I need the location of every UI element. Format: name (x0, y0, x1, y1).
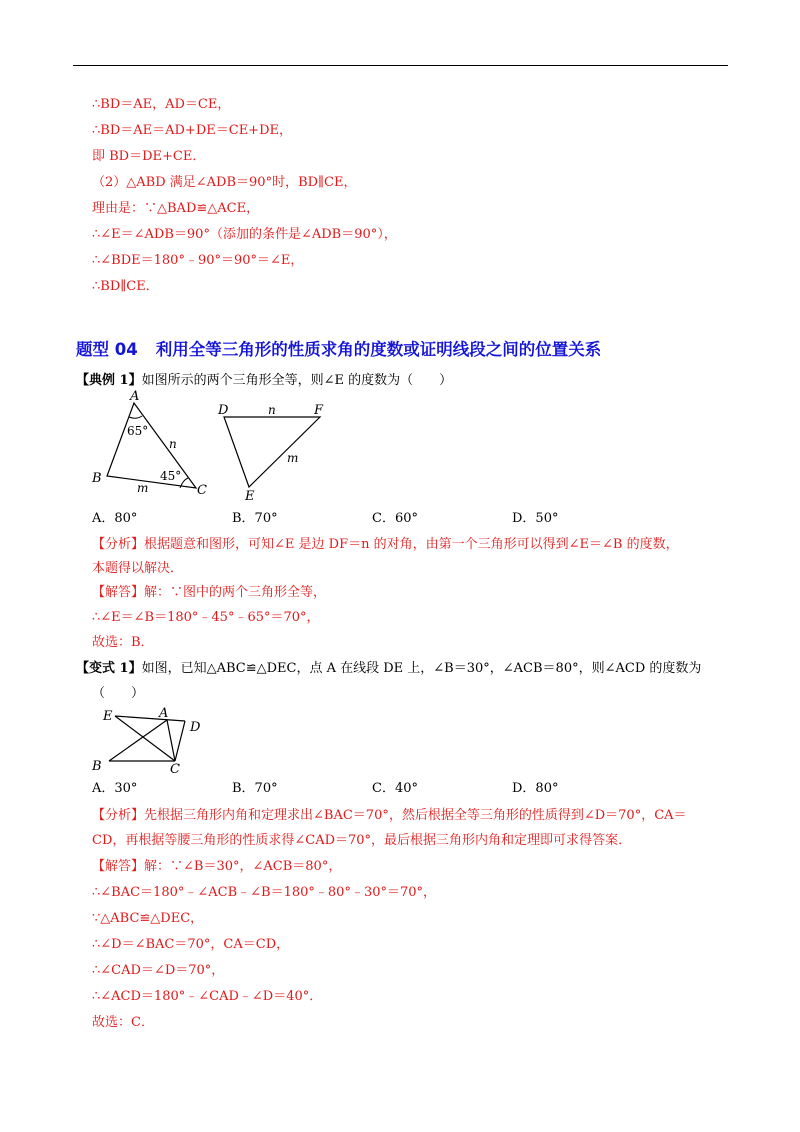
angle-c-label: 45° (160, 469, 182, 483)
section-title: 利用全等三角形的性质求角的度数或证明线段之间的位置关系 (155, 340, 602, 359)
example1-option-a[interactable]: A．80° (92, 511, 138, 526)
prev-solution-line-7: ∴∠BDE＝180°﹣90°＝90°＝∠E， (92, 253, 304, 268)
variant1-analysis (92, 807, 687, 825)
example1-analysis-text: 根据题意和图形，可知∠E 是边 DF＝n 的对角，由第一个三角形可以得到∠E＝∠B 的度数， (144, 537, 679, 552)
v-label-a: A (159, 706, 169, 721)
variant1-answer-3: ∵△ABC≌△DEC， (92, 911, 204, 926)
angle-a-arc (129, 416, 142, 418)
variant1-option-b[interactable]: B．70° (232, 781, 278, 796)
header-rule (73, 65, 728, 66)
variant1-figure (86, 706, 216, 776)
section-label: 题型 04 (76, 340, 138, 359)
variant1-question-text: 如图，已知△ABC≌△DEC，点 A 在线段 DE 上，∠B＝30°，∠ACB＝80°，则∠ACD 的度数为 (141, 661, 702, 676)
prev-solution-line-3: 即 BD＝DE+CE． (92, 149, 206, 164)
example1-answer-tag: 【解答】 (92, 585, 145, 600)
prev-solution-line-6: ∴∠E＝∠ADB＝90°（添加的条件是∠ADB＝90°）， (92, 227, 397, 242)
side-n-label-2: n (268, 403, 276, 417)
label-c: C (197, 483, 207, 498)
label-d: D (218, 403, 229, 418)
variant1-answer-7: 故选：C． (92, 1015, 154, 1030)
side-m-label-2: m (287, 451, 299, 465)
prev-solution-line-1: ∴BD＝AE，AD＝CE， (92, 97, 231, 112)
example1-answer-text: 解：∵图中的两个三角形全等， (144, 585, 327, 600)
segment-ab (109, 720, 167, 761)
segment-ed (115, 716, 185, 721)
variant1-analysis-text: 先根据三角形内角和定理求出∠BAC＝70°，然后根据全等三角形的性质得到∠D＝70°，CA＝ (144, 808, 687, 823)
variant1-option-d[interactable]: D．80° (512, 781, 559, 796)
example1-analysis (92, 536, 679, 554)
example1-option-b[interactable]: B．70° (232, 511, 278, 526)
variant1-question-cont: （ ） (92, 686, 145, 701)
v-label-d: D (190, 720, 201, 735)
v-label-b: B (92, 759, 102, 774)
angle-a-label: 65° (127, 424, 149, 438)
variant1-tag: 【变式 1】 (76, 661, 142, 676)
segment-ac (167, 720, 175, 761)
side-n-label-1: n (169, 437, 177, 451)
prev-solution-line-2: ∴BD＝AE＝AD+DE＝CE+DE， (92, 123, 292, 138)
example1-answer-2: ∴∠E＝∠B＝180°﹣45°﹣65°＝70°， (92, 610, 320, 625)
segment-dc (175, 721, 185, 761)
side-m-label-1: m (137, 481, 149, 495)
example1-answer-3: 故选：B． (92, 635, 154, 650)
example1-option-c[interactable]: C．60° (372, 511, 418, 526)
variant1-option-c[interactable]: C．40° (372, 781, 418, 796)
label-b: B (92, 471, 102, 486)
variant1-question (76, 660, 701, 678)
example1-question-text: 如图所示的两个三角形全等，则∠E 的度数为（ ） (141, 373, 453, 388)
prev-solution-line-5: 理由是：∵△BAD≌△ACE， (92, 201, 260, 216)
variant1-answer-text: 解：∵∠B＝30°，∠ACB＝80°， (144, 859, 342, 874)
prev-solution-line-8: ∴BD∥CE． (92, 279, 159, 294)
example1-answer (92, 584, 326, 602)
variant1-answer-4: ∴∠D＝∠BAC＝70°，CA＝CD， (92, 937, 290, 952)
variant1-answer-tag: 【解答】 (92, 859, 145, 874)
triangle-dfe (224, 417, 320, 487)
triangle-abc (107, 403, 196, 488)
label-e: E (245, 489, 255, 504)
label-f: F (314, 403, 324, 418)
v-label-c: C (170, 762, 180, 776)
variant1-answer-2: ∴∠BAC＝180°﹣∠ACB﹣∠B＝180°﹣80°﹣30°＝70°， (92, 885, 437, 900)
example1-question (76, 372, 452, 390)
example1-tag: 【典例 1】 (76, 373, 142, 388)
example1-analysis-tag: 【分析】 (92, 537, 145, 552)
variant1-option-a[interactable]: A．30° (92, 781, 138, 796)
label-a: A (130, 390, 140, 404)
v-label-e: E (103, 709, 113, 724)
variant1-analysis-tag: 【分析】 (92, 808, 145, 823)
example1-option-d[interactable]: D．50° (512, 511, 559, 526)
variant1-answer (92, 858, 341, 876)
variant1-answer-5: ∴∠CAD＝∠D＝70°， (92, 963, 225, 978)
variant1-analysis-cont: CD，再根据等腰三角形的性质求得∠CAD＝70°，最后根据三角形内角和定理即可求得答案． (92, 833, 632, 848)
variant1-answer-6: ∴∠ACD＝180°﹣∠CAD﹣∠D＝40°． (92, 989, 323, 1004)
segment-ec (115, 716, 175, 761)
example1-figure (80, 390, 340, 505)
prev-solution-line-4: （2）△ABD 满足∠ADB＝90°时，BD∥CE， (92, 175, 357, 190)
example1-analysis-cont: 本题得以解决． (92, 561, 184, 576)
section-heading (76, 336, 601, 360)
